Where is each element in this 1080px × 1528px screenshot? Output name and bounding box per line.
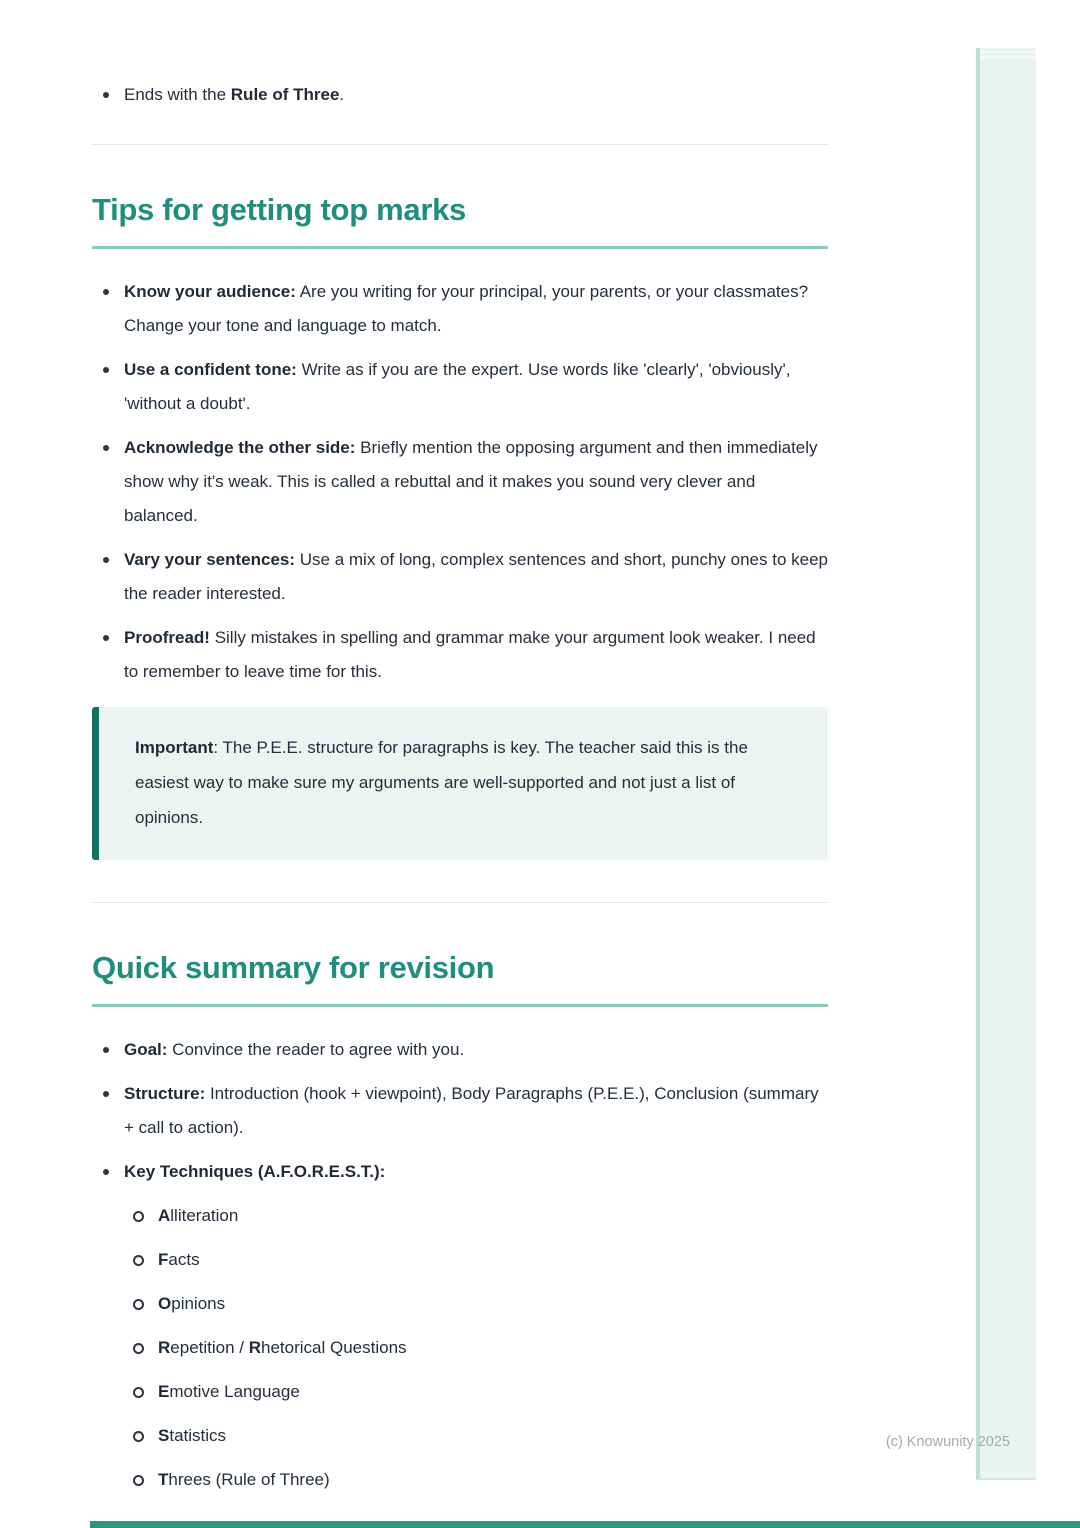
callout-lead: Important bbox=[135, 738, 214, 757]
callout-text: : The P.E.E. structure for paragraphs is key. The teacher said this is the easiest way to make sure my arguments are well-supported and not just a list of opinions. bbox=[135, 738, 748, 827]
bullet-text: Write as if you are the expert. Use words like 'clearly', 'obviously', 'without a doubt'. bbox=[124, 360, 791, 413]
intro-list bbox=[92, 78, 828, 112]
aforest-text: pinions bbox=[171, 1294, 226, 1313]
bullet-text: Are you writing for your principal, your parents, or your classmates? Change your tone and language to match. bbox=[124, 282, 809, 335]
bullet-text: Convince the reader to agree with you. bbox=[167, 1040, 465, 1059]
list-item-alliteration bbox=[124, 1199, 828, 1233]
section-title-summary: Quick summary for revision bbox=[92, 949, 828, 1007]
aforest-letter: F bbox=[158, 1250, 169, 1269]
list-item-key-techniques bbox=[92, 1155, 828, 1497]
aforest-letter: R bbox=[158, 1338, 171, 1357]
bullet-lead: Proofread! bbox=[124, 628, 210, 647]
list-item-repetition bbox=[124, 1331, 828, 1365]
bullet-text: Silly mistakes in spelling and grammar make your argument look weaker. I need to remember to leave time for this. bbox=[124, 628, 816, 681]
bullet-lead: Acknowledge the other side: bbox=[124, 438, 356, 457]
tips-list bbox=[92, 275, 828, 689]
document-content bbox=[92, 0, 828, 1507]
bullet-text: Ends with the bbox=[124, 85, 231, 104]
copyright-text: (c) Knowunity 2025 bbox=[885, 1434, 1010, 1450]
bullet-text: Use a mix of long, complex sentences and short, punchy ones to keep the reader interested. bbox=[124, 550, 828, 603]
list-item-goal bbox=[92, 1033, 828, 1067]
summary-list bbox=[92, 1033, 828, 1497]
list-item-rule-of-three bbox=[92, 78, 828, 112]
bottom-accent-bar bbox=[90, 1521, 1080, 1528]
aforest-text: tatistics bbox=[169, 1426, 227, 1445]
page-edge-strip bbox=[976, 48, 1036, 1480]
list-item-emotive-language bbox=[124, 1375, 828, 1409]
section-divider bbox=[92, 902, 828, 903]
bullet-lead: Vary your sentences: bbox=[124, 550, 296, 569]
bullet-lead: Key Techniques (A.F.O.R.E.S.T.): bbox=[124, 1162, 386, 1181]
callout-paragraph bbox=[135, 730, 792, 835]
aforest-text: hrees (Rule of Three) bbox=[168, 1470, 330, 1489]
bullet-lead: Know your audience: bbox=[124, 282, 296, 301]
list-item-opinions bbox=[124, 1287, 828, 1321]
section-title-tips: Tips for getting top marks bbox=[92, 191, 828, 249]
list-item-confident-tone bbox=[92, 353, 828, 421]
aforest-text: hetorical Questions bbox=[261, 1338, 407, 1357]
section-divider bbox=[92, 144, 828, 145]
bullet-lead: Use a confident tone: bbox=[124, 360, 297, 379]
list-item-statistics bbox=[124, 1419, 828, 1453]
list-item-facts bbox=[124, 1243, 828, 1277]
aforest-letter: O bbox=[158, 1294, 172, 1313]
list-item-know-audience bbox=[92, 275, 828, 343]
list-item-proofread bbox=[92, 621, 828, 689]
list-item-structure bbox=[92, 1077, 828, 1145]
bullet-text: Briefly mention the opposing argument and then immediately show why it's weak. This is called a rebuttal and it makes you sound very clever and balanced. bbox=[124, 438, 818, 525]
aforest-text: motive Language bbox=[169, 1382, 300, 1401]
list-item-acknowledge-other-side bbox=[92, 431, 828, 533]
list-item-vary-sentences bbox=[92, 543, 828, 611]
aforest-letter: E bbox=[158, 1382, 170, 1401]
aforest-list bbox=[124, 1199, 828, 1497]
aforest-letter: S bbox=[158, 1426, 170, 1445]
bullet-lead: Goal: bbox=[124, 1040, 168, 1059]
aforest-letter: A bbox=[158, 1206, 171, 1225]
aforest-text: acts bbox=[168, 1250, 200, 1269]
aforest-letter: T bbox=[158, 1470, 169, 1489]
aforest-text: lliteration bbox=[170, 1206, 239, 1225]
aforest-letter: R bbox=[248, 1338, 262, 1357]
bullet-lead: Structure: bbox=[124, 1084, 206, 1103]
aforest-text: epetition / bbox=[170, 1338, 249, 1357]
bullet-text: Introduction (hook + viewpoint), Body Paragraphs (P.E.E.), Conclusion (summary + call to action). bbox=[124, 1084, 819, 1137]
important-callout bbox=[92, 707, 828, 860]
list-item-threes bbox=[124, 1463, 828, 1497]
bullet-bold-text: Rule of Three bbox=[230, 85, 340, 104]
bullet-text: . bbox=[339, 85, 345, 104]
